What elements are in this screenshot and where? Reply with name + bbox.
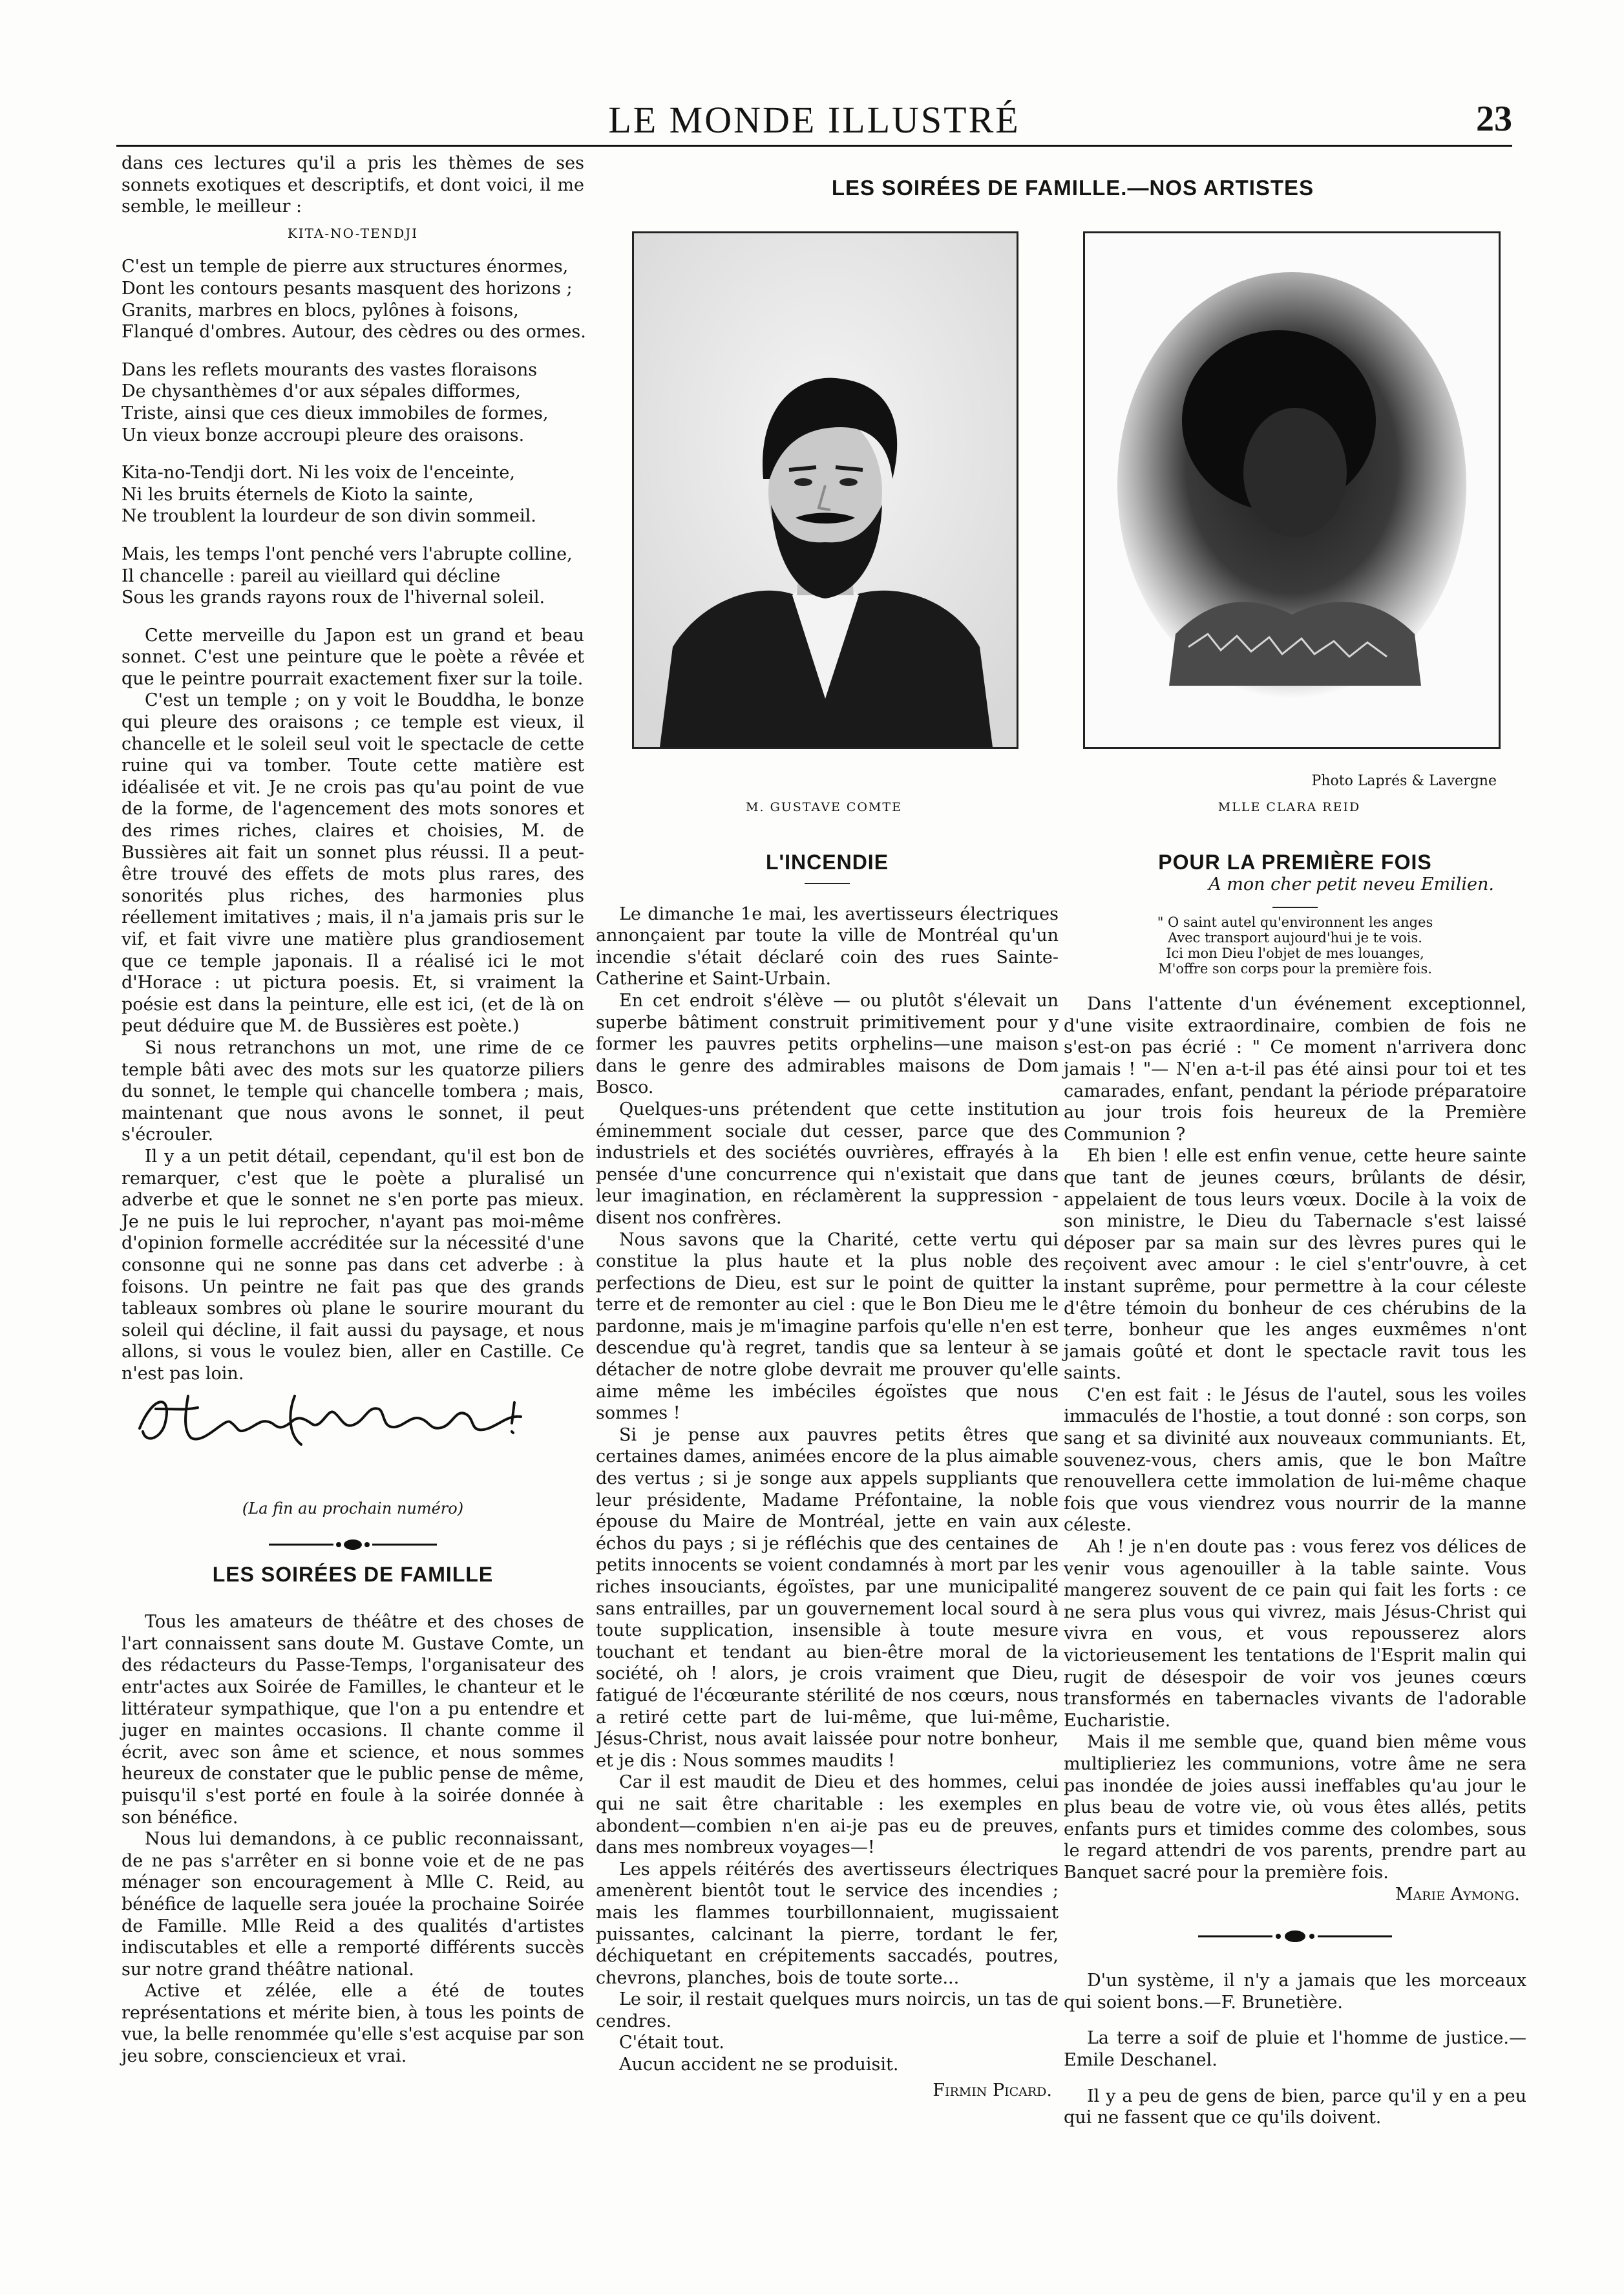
epigraph-line: Avec transport aujourd'hui je te vois. (1168, 930, 1422, 946)
epigraph-line: M'offre son corps pour la première fois. (1158, 961, 1432, 977)
caption-gustave-comte: M. GUSTAVE COMTE (746, 800, 902, 814)
handwritten-signature (127, 1383, 540, 1454)
epigraph (1064, 915, 1526, 977)
article-paragraph: C'en est fait : le Jésus de l'autel, sous les voiles immaculés de l'hostie, a tout donné : son corps, son sang et sa divinité aux nouveaux communiants. Et, souvenez-vous, chers amis, que le bon Maître renouvellera cette immolation de lui-même chaque fois que vous viendrez vous nourrir de la manne céleste. (1064, 1384, 1526, 1536)
article-author: Marie Aymong. (1395, 1884, 1520, 1905)
column-left (121, 153, 584, 1384)
article-paragraph: Dans l'attente d'un événement exceptionnel, d'une visite extraordinaire, combien de fois ne s'est-on pas écrié : " Ce moment n'arrivera donc jamais ! "— N'en a-t-il pas été ainsi pour toi et tes camarades, enfant, pendant la période préparatoire au jour trois fois heureux de la Première Communion ? (1064, 994, 1526, 1145)
newspaper-title: LE MONDE ILLUSTRÉ (608, 99, 1020, 141)
page-number: 23 (1476, 99, 1512, 139)
caption-clara-reid: MLLE CLARA REID (1218, 800, 1361, 814)
article-paragraph: Tous les amateurs de théâtre et des choses de l'art connaissent sans doute M. Gustave Comte, un des rédacteurs du Passe-Temps, l'organisateur des entr'actes aux Soirée de Familles, le chanteur et le littérateur sympathique, que l'on a pu entendre et juger en maintes occasions. Il chante comme il écrit, avec son âme et science, et nous sommes heureux de constater que le public pense de même, puisqu'il s'est porté en foule à la soirée donnée à son bénéfice. (121, 1612, 584, 1828)
article-paragraph: Il y a un petit détail, cependant, qu'il est bon de remarquer, c'est que le poète a pluralisé un adverbe et que le sonnet ne s'en porte pas mieux. Je ne puis le lui reprocher, n'ayant pas moi-même d'opinion formelle accréditée sur la nécessité d'une consonne qui ne sonne pas dans cet adverbe : à foisons. Un peintre ne fait pas que des grands tableaux sombres où plane le sourire mourant du soleil qui décline, il fait aussi du paysage, et nous allons, si vous le voulez bien, aller en Castille. Ce n'est pas loin. (121, 1146, 584, 1384)
ornament-divider (1198, 1929, 1392, 1944)
quote: Il y a peu de gens de bien, parce qu'il y en a peu qui ne fassent que ce qu'ils doivent. (1064, 2086, 1526, 2128)
article-author: Firmin Picard. (933, 2080, 1052, 2100)
article-paragraph: Active et zélée, elle a été de toutes représentations et mérite bien, à tous les points de vue, la belle renommée qu'elle s'est acquise par son jeu sobre, consciencieux et vrai. (121, 1981, 584, 2067)
poem-line: Flanqué d'ombres. Autour, des cèdres ou des ormes. (121, 322, 586, 343)
poem-line: Triste, ainsi que ces dieux immobiles de formes, (121, 403, 549, 423)
article-paragraph: Si je pense aux pauvres petits êtres que certaines dames, animées encore de la plus aimable des vertus ; si je songe aux appels suppliants que leur présidente, Madame Préfontaine, la noble épouse du Maire de Montréal, jette en vain aux échos du pays ; si je réfléchis que des centaines de petits innocents se voient condamnés à mort par les riches insouciants, égoïstes, par une municipalité sans entrailles, par un gouvernement local sourd à toute supplication, insensible à toute mesure touchant et tendant au bien-être moral de la société, oh ! alors, je crois vraiment que Dieu, fatigué de l'écœurante stérilité de nos cœurs, nous a retiré cette part de lui-même, que lui-même, Jésus-Christ, nous avait laissée pour notre bonheur, et je dis : Nous sommes maudits ! (596, 1424, 1059, 1771)
masthead (116, 98, 1512, 143)
poem-line: De chysanthèmes d'or aux sépales difformes, (121, 381, 521, 402)
poem-title: KITA-NO-TENDJI (287, 225, 419, 241)
article-paragraph: Eh bien ! elle est enfin venue, cette heure sainte que tant de jeunes cœurs, brûlants de désir, appelaient de tous leurs vœux. Docile à la voix de son ministre, le Dieu du Tabernacle s'est laissé déposer par sa main sur des lèvres pures qui le reçoivent avec amour : le ciel s'entr'ouvre, à cet instant suprême, pour permettre à la cour céleste d'être témoin du bonheur de ces chérubins de la terre, bonheur que les anges euxmêmes n'ont jamais goûté et dont le spectacle ravit tous les saints. (1064, 1146, 1526, 1384)
column-left-lower (121, 1498, 584, 2068)
article-paragraph: Le soir, il restait quelques murs noircis, un tas de cendres. (596, 1989, 1059, 2031)
title-rule (805, 883, 850, 884)
epigraph-line: Ici mon Dieu l'objet de mes louanges, (1166, 946, 1424, 962)
poem-line: Dont les contours pesants masquent des horizons ; (121, 278, 573, 299)
poem-line: Ne troublent la lourdeur de son divin sommeil. (121, 506, 536, 527)
poem-line: Sous les grands rayons roux de l'hivernal soleil. (121, 587, 545, 608)
intro-paragraph: dans ces lectures qu'il a pris les thèmes de ses sonnets exotiques et descriptifs, et dont voici, il me semble, le meilleur : (121, 153, 584, 217)
poem-stanza (121, 359, 584, 446)
continued-note: (La fin au prochain numéro) (242, 1499, 464, 1518)
poem-line: Granits, marbres en blocs, pylônes à foisons, (121, 300, 519, 321)
article-paragraph: C'est un temple ; on y voit le Bouddha, le bonze qui pleure des oraisons ; ce temple est vieux, il chancelle et le soleil seul voit le spectacle de cette ruine qui va tomber. Toute cette matière est idéalisée et vit. Je ne crois pas qu'au point de vue de la forme, de l'agencement des mots sonores et des rimes riches, claires et choisies, M. de Bussières ait fait un sonnet plus réussi. Il a peut-être trouvé des effets de mots plus rares, des sonorités plus riches, des harmonies plus réellement imitatives ; mais, il n'a jamais pris sur le vif, et fait vivre une matière plus grandiosement que ce temple japonais. Il a réalisé ici le mot d'Horace : ut pictura poesis. Et, si vraiment la poésie est dans la peinture, elle est ici, (et de là on peut déduire que M. de Bussières est poète.) (121, 690, 584, 1037)
dedication: A mon cher petit neveu Emilien. (1208, 874, 1494, 894)
poem-line: C'est un temple de pierre aux structures énormes, (121, 257, 569, 277)
article-paragraph: En cet endroit s'élève — ou plutôt s'élevait un superbe bâtiment construit primitivement pour y former les pauvres petits orphelins—une maison dans le genre des admirables maisons de Dom Bosco. (596, 990, 1059, 1098)
article-paragraph: Les appels réitérés des avertisseurs électriques amenèrent bientôt tout le service des incendies ; mais les flammes tourbillonnaient, mugissaient puissantes, calcinant la pierre, tordant le fer, déchiquetant en crépitements saccadés, poutres, chevrons, planches, bois de toute sorte... (596, 1859, 1059, 1988)
article-paragraph: Car il est maudit de Dieu et des hommes, celui qui ne sait être charitable : les exemples en abondent—combien n'en ai-je pas eu de preuves, dans mes nombreux voyages—! (596, 1772, 1059, 1858)
quote: D'un système, il n'y a jamais que les morceaux qui soient bons.—F. Brunetière. (1064, 1971, 1526, 2013)
poem-line: Dans les reflets mourants des vastes floraisons (121, 359, 538, 380)
article-paragraph: Aucun accident ne se produisit. (619, 2055, 899, 2075)
article-paragraph: Nous lui demandons, à ce public reconnaissant, de ne pas s'arrêter en si bonne voie et de ne pas ménager son encouragement à Mlle C. Reid, au bénéfice de laquelle sera jouée la prochaine Soirée de Famille. Mlle Reid a des qualités d'artistes indiscutables et elle a remporté différents succès sur notre grand théâtre national. (121, 1829, 584, 1980)
portrait-illustration (1085, 233, 1499, 747)
title-rule (1272, 907, 1318, 908)
poem-line: Un vieux bonze accroupi pleure des oraisons. (121, 425, 525, 445)
article-paragraph: Mais il me semble que, quand bien même vous multiplieriez les communions, votre âme ne sera pas inondée de joies aussi ineffables qu'au jour le plus beau de votre vie, où vous êtes allés, petits enfants purs et timides comme des colombes, sous le regard attendri de vos parents, prendre part au Banquet sacré pour la première fois. (1064, 1732, 1526, 1883)
section-title: LES SOIRÉES DE FAMILLE (212, 1562, 494, 1586)
column-right (1064, 852, 1526, 2129)
portrait-illustration (634, 233, 1017, 747)
masthead-rule (116, 145, 1512, 147)
article-paragraph: Si nous retranchons un mot, une rime de ce temple bâti avec des mots sur les quatorze piliers du sonnet, le temple qui chancelle tombera ; mais, maintenant que nous avons le sonnet, il peut s'écrouler. (121, 1037, 584, 1145)
poem-line: Il chancelle : pareil au vieillard qui décline (121, 566, 501, 586)
article-paragraph: Cette merveille du Japon est un grand et beau sonnet. C'est une peinture que le poète a rêvée et que le peintre pourrait exactement fixer sur la toile. (121, 625, 584, 689)
quote: La terre a soif de pluie et l'homme de justice.— Emile Deschanel. (1064, 2028, 1526, 2070)
poem-stanza (121, 462, 584, 527)
epigraph-line: " O saint autel qu'environnent les anges (1157, 915, 1433, 931)
article-paragraph: Nous savons que la Charité, cette vertu qui constitue la plus haute et la plus noble des perfections de Dieu, est sur le point de quitter la terre et de remonter au ciel : que le Bon Dieu me le pardonne, mais je m'imagine parfois qu'elle n'en est descendue qu'à regret, tandis que sa lenteur à se détacher de notre globe devrait me prouver qu'elle aime même les imbéciles égoïstes que nous sommes ! (596, 1229, 1059, 1424)
article-title: POUR LA PREMIÈRE FOIS (1158, 851, 1432, 874)
article-paragraph: Ah ! je n'en doute pas : vous ferez vos délices de venir vous agenouiller à la table sainte. Vous mangerez souvent de ce pain qui fait les forts : ce ne sera plus vous qui vivrez, mais Jésus-Christ qui vivra en vous, et vous repousserez alors victorieusement les tentations de l'Esprit malin qui rugit de désespoir de voir vos jeunes cœurs transformés en tabernacles vivants de l'adorable Eucharistie. (1064, 1537, 1526, 1731)
portrait-photo-clara-reid (1083, 231, 1501, 749)
article-paragraph: Le dimanche 1e mai, les avertisseurs électriques annonçaient par toute la ville de Montréal qu'un incendie s'était déclaré coin des rues Sainte-Catherine et Saint-Urbain. (596, 904, 1059, 989)
ornament-divider (269, 1537, 437, 1552)
column-middle (596, 852, 1059, 2101)
poem-line: Mais, les temps l'ont penché vers l'abrupte colline, (121, 544, 573, 564)
article-paragraph: Quelques-uns prétendent que cette institution éminemment sociale dut cesser, parce que des industriels et des sociétés ouvrières, effrayés à la pensée d'une concurrence qui n'existait que dans leur imagination, en réclamèrent la suppression - disent nos confrères. (596, 1099, 1059, 1228)
portrait-photo-gustave-comte (632, 231, 1018, 749)
photo-credit: Photo Laprés & Lavergne (1311, 773, 1497, 789)
article-title: L'INCENDIE (765, 851, 889, 874)
poem-stanza (121, 544, 584, 609)
article-paragraph: C'était tout. (619, 2033, 725, 2053)
poem-line: Ni les bruits éternels de Kioto la sainte, (121, 484, 474, 505)
poem-line: Kita-no-Tendji dort. Ni les voix de l'enceinte, (121, 463, 515, 483)
feature-title: LES SOIRÉES DE FAMILLE.—NOS ARTISTES (831, 176, 1314, 200)
poem-stanza (121, 256, 584, 343)
